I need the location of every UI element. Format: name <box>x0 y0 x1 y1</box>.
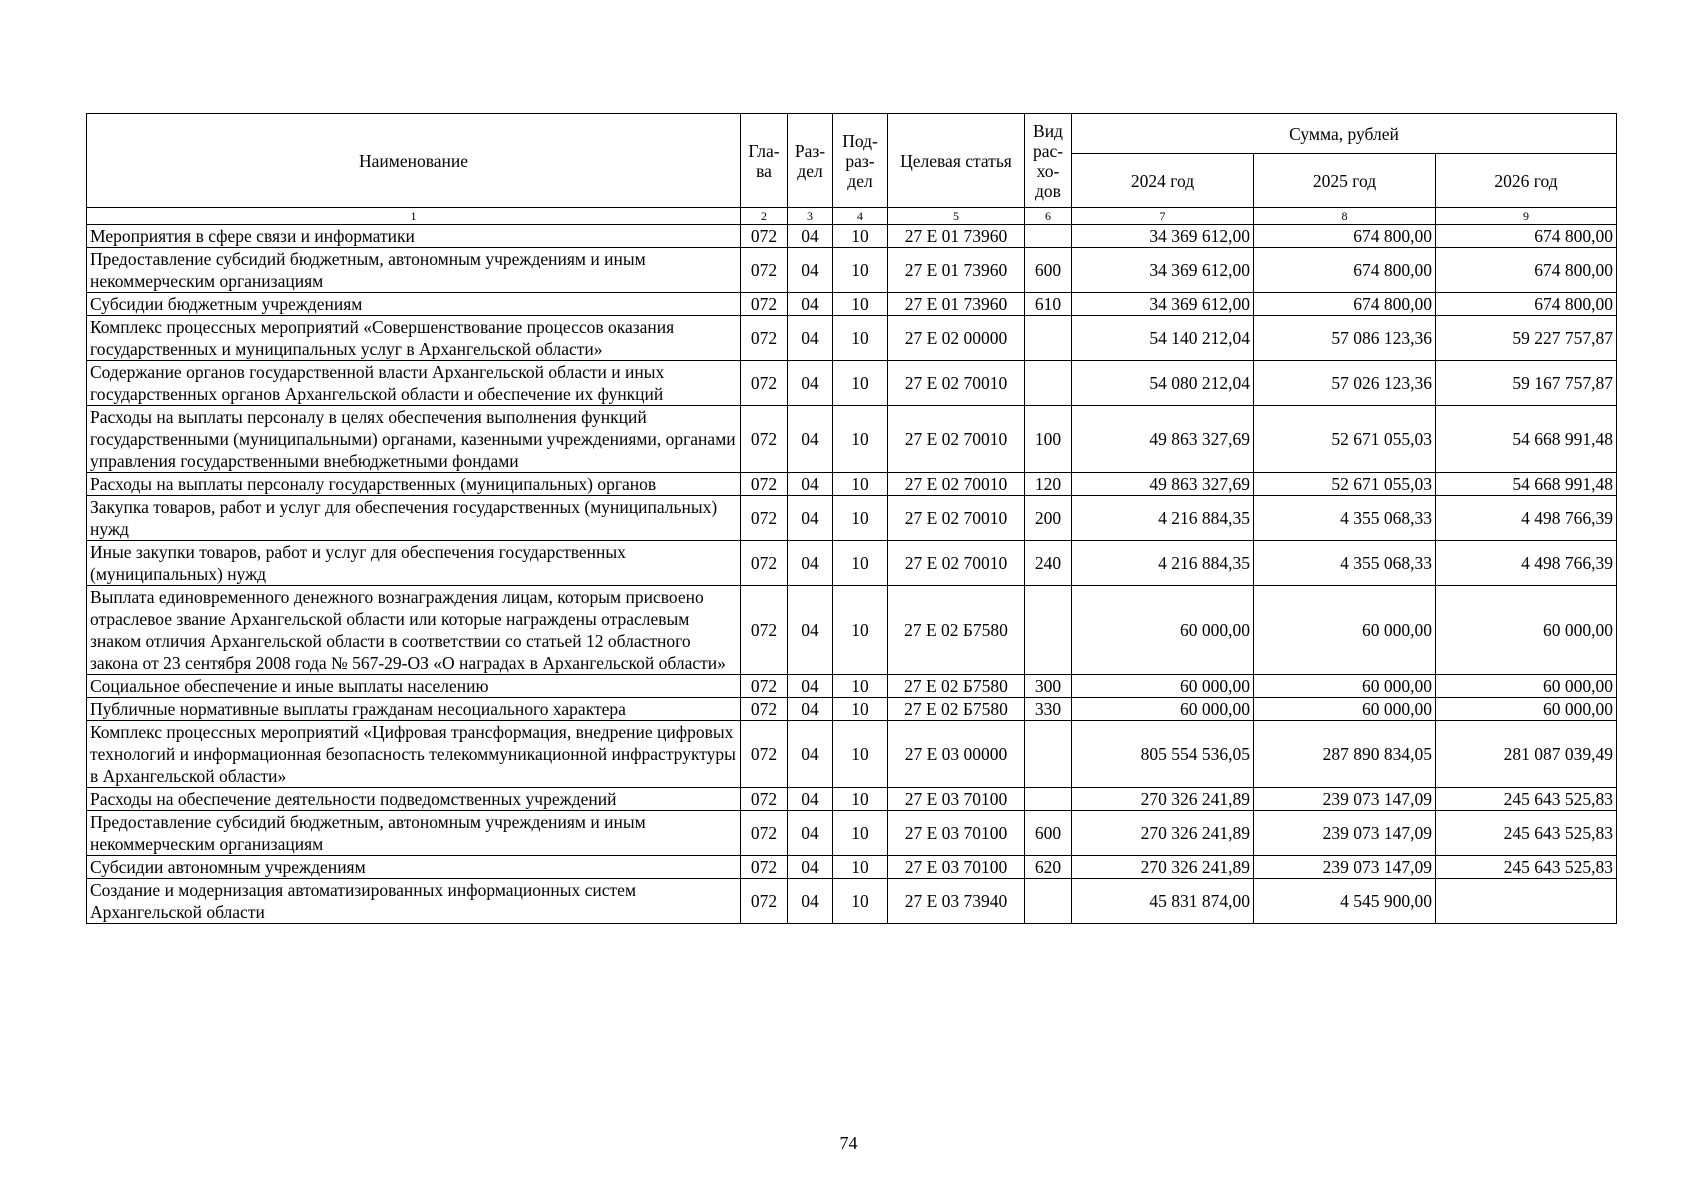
row-razdel: 04 <box>788 406 833 473</box>
row-podrazdel: 10 <box>833 496 888 541</box>
row-glava: 072 <box>741 316 788 361</box>
row-sum-2024: 60 000,00 <box>1072 698 1254 721</box>
row-vid-rashodov <box>1025 225 1072 248</box>
table-row <box>87 698 1617 721</box>
table-row <box>87 721 1617 788</box>
row-glava: 072 <box>741 698 788 721</box>
row-glava: 072 <box>741 473 788 496</box>
column-number: 9 <box>1436 208 1617 225</box>
row-razdel: 04 <box>788 248 833 293</box>
row-podrazdel: 10 <box>833 788 888 811</box>
row-celevaya-statya: 27 Е 02 70010 <box>888 361 1025 406</box>
row-vid-rashodov: 300 <box>1025 675 1072 698</box>
budget-table <box>86 113 1617 924</box>
row-glava: 072 <box>741 406 788 473</box>
column-number: 8 <box>1254 208 1436 225</box>
row-sum-2024: 60 000,00 <box>1072 586 1254 675</box>
row-sum-2025: 60 000,00 <box>1254 675 1436 698</box>
row-sum-2025: 57 086 123,36 <box>1254 316 1436 361</box>
column-number: 6 <box>1025 208 1072 225</box>
table-row <box>87 496 1617 541</box>
row-podrazdel: 10 <box>833 879 888 924</box>
row-vid-rashodov: 620 <box>1025 856 1072 879</box>
table-row <box>87 856 1617 879</box>
row-celevaya-statya: 27 Е 01 73960 <box>888 293 1025 316</box>
row-celevaya-statya: 27 Е 02 70010 <box>888 496 1025 541</box>
row-sum-2026: 4 498 766,39 <box>1436 496 1617 541</box>
row-sum-2024: 45 831 874,00 <box>1072 879 1254 924</box>
table-row <box>87 879 1617 924</box>
row-sum-2026: 60 000,00 <box>1436 698 1617 721</box>
row-sum-2025: 239 073 147,09 <box>1254 811 1436 856</box>
row-sum-2025: 4 355 068,33 <box>1254 496 1436 541</box>
row-sum-2026: 245 643 525,83 <box>1436 856 1617 879</box>
table-row <box>87 811 1617 856</box>
column-number: 4 <box>833 208 888 225</box>
row-vid-rashodov: 600 <box>1025 811 1072 856</box>
header-glava: Гла-ва <box>741 114 788 208</box>
row-name: Закупка товаров, работ и услуг для обеспечения государственных (муниципальных) нужд <box>87 496 741 541</box>
row-podrazdel: 10 <box>833 406 888 473</box>
row-sum-2026: 4 498 766,39 <box>1436 541 1617 586</box>
row-sum-2025: 287 890 834,05 <box>1254 721 1436 788</box>
row-vid-rashodov <box>1025 586 1072 675</box>
row-name: Мероприятия в сфере связи и информатики <box>87 225 741 248</box>
row-sum-2025: 674 800,00 <box>1254 248 1436 293</box>
table-row <box>87 225 1617 248</box>
table-row <box>87 293 1617 316</box>
row-celevaya-statya: 27 Е 03 70100 <box>888 788 1025 811</box>
row-vid-rashodov: 600 <box>1025 248 1072 293</box>
table-row <box>87 473 1617 496</box>
row-sum-2025: 4 355 068,33 <box>1254 541 1436 586</box>
row-glava: 072 <box>741 788 788 811</box>
row-sum-2025: 4 545 900,00 <box>1254 879 1436 924</box>
column-number: 5 <box>888 208 1025 225</box>
column-number: 1 <box>87 208 741 225</box>
row-razdel: 04 <box>788 496 833 541</box>
row-podrazdel: 10 <box>833 698 888 721</box>
header-razdel: Раз-дел <box>788 114 833 208</box>
row-name: Предоставление субсидий бюджетным, автономным учреждениям и иным некоммерческим организациям <box>87 811 741 856</box>
row-sum-2024: 34 369 612,00 <box>1072 293 1254 316</box>
row-sum-2024: 54 080 212,04 <box>1072 361 1254 406</box>
row-sum-2024: 54 140 212,04 <box>1072 316 1254 361</box>
table-row <box>87 675 1617 698</box>
row-sum-2025: 52 671 055,03 <box>1254 473 1436 496</box>
row-razdel: 04 <box>788 721 833 788</box>
column-number: 2 <box>741 208 788 225</box>
row-celevaya-statya: 27 Е 01 73960 <box>888 248 1025 293</box>
row-razdel: 04 <box>788 698 833 721</box>
row-name: Предоставление субсидий бюджетным, автономным учреждениям и иным некоммерческим организациям <box>87 248 741 293</box>
row-celevaya-statya: 27 Е 02 00000 <box>888 316 1025 361</box>
row-sum-2026: 674 800,00 <box>1436 225 1617 248</box>
row-name: Субсидии бюджетным учреждениям <box>87 293 741 316</box>
row-razdel: 04 <box>788 675 833 698</box>
row-celevaya-statya: 27 Е 02 70010 <box>888 406 1025 473</box>
row-razdel: 04 <box>788 586 833 675</box>
row-sum-2026: 59 227 757,87 <box>1436 316 1617 361</box>
row-vid-rashodov: 240 <box>1025 541 1072 586</box>
row-sum-2024: 49 863 327,69 <box>1072 473 1254 496</box>
header-year-2024: 2024 год <box>1072 154 1254 208</box>
row-razdel: 04 <box>788 541 833 586</box>
header-name: Наименование <box>87 114 741 208</box>
row-celevaya-statya: 27 Е 02 Б7580 <box>888 698 1025 721</box>
row-glava: 072 <box>741 293 788 316</box>
table-row <box>87 788 1617 811</box>
row-podrazdel: 10 <box>833 293 888 316</box>
column-number: 3 <box>788 208 833 225</box>
row-razdel: 04 <box>788 856 833 879</box>
row-celevaya-statya: 27 Е 03 70100 <box>888 856 1025 879</box>
row-sum-2025: 57 026 123,36 <box>1254 361 1436 406</box>
header-row-1 <box>87 114 1617 154</box>
table-row <box>87 541 1617 586</box>
row-vid-rashodov: 100 <box>1025 406 1072 473</box>
table-row <box>87 406 1617 473</box>
row-sum-2026: 60 000,00 <box>1436 675 1617 698</box>
row-name: Расходы на выплаты персоналу в целях обеспечения выполнения функций государственными (муниципальными) органами, казенными учреждениями, органами управления государственными внебюджетными фондами <box>87 406 741 473</box>
row-celevaya-statya: 27 Е 02 70010 <box>888 473 1025 496</box>
row-razdel: 04 <box>788 788 833 811</box>
table-row <box>87 586 1617 675</box>
row-sum-2024: 4 216 884,35 <box>1072 496 1254 541</box>
row-sum-2025: 239 073 147,09 <box>1254 856 1436 879</box>
header-summa: Сумма, рублей <box>1072 114 1617 154</box>
row-sum-2026: 674 800,00 <box>1436 248 1617 293</box>
header-vid-rashodov: Вид рас-хо-дов <box>1025 114 1072 208</box>
row-celevaya-statya: 27 Е 01 73960 <box>888 225 1025 248</box>
row-glava: 072 <box>741 586 788 675</box>
row-glava: 072 <box>741 541 788 586</box>
row-sum-2024: 805 554 536,05 <box>1072 721 1254 788</box>
row-razdel: 04 <box>788 361 833 406</box>
row-celevaya-statya: 27 Е 02 Б7580 <box>888 586 1025 675</box>
row-sum-2026: 60 000,00 <box>1436 586 1617 675</box>
row-sum-2024: 270 326 241,89 <box>1072 856 1254 879</box>
row-name: Содержание органов государственной власти Архангельской области и иных государственных органов Архангельской области и обеспечение их функций <box>87 361 741 406</box>
row-sum-2024: 4 216 884,35 <box>1072 541 1254 586</box>
row-name: Создание и модернизация автоматизированных информационных систем Архангельской области <box>87 879 741 924</box>
row-sum-2025: 674 800,00 <box>1254 293 1436 316</box>
row-vid-rashodov <box>1025 879 1072 924</box>
row-celevaya-statya: 27 Е 03 00000 <box>888 721 1025 788</box>
row-sum-2025: 60 000,00 <box>1254 586 1436 675</box>
row-name: Публичные нормативные выплаты гражданам несоциального характера <box>87 698 741 721</box>
table-body <box>87 225 1617 924</box>
header-year-2025: 2025 год <box>1254 154 1436 208</box>
row-sum-2025: 52 671 055,03 <box>1254 406 1436 473</box>
row-sum-2026: 245 643 525,83 <box>1436 788 1617 811</box>
row-sum-2026: 674 800,00 <box>1436 293 1617 316</box>
column-number: 7 <box>1072 208 1254 225</box>
row-vid-rashodov: 120 <box>1025 473 1072 496</box>
row-podrazdel: 10 <box>833 856 888 879</box>
row-vid-rashodov <box>1025 721 1072 788</box>
row-name: Расходы на обеспечение деятельности подведомственных учреждений <box>87 788 741 811</box>
row-podrazdel: 10 <box>833 361 888 406</box>
page-number: 74 <box>839 1133 858 1153</box>
row-celevaya-statya: 27 Е 03 70100 <box>888 811 1025 856</box>
row-glava: 072 <box>741 879 788 924</box>
row-celevaya-statya: 27 Е 02 Б7580 <box>888 675 1025 698</box>
row-podrazdel: 10 <box>833 586 888 675</box>
row-sum-2026: 54 668 991,48 <box>1436 406 1617 473</box>
table-row <box>87 248 1617 293</box>
row-razdel: 04 <box>788 225 833 248</box>
row-sum-2024: 270 326 241,89 <box>1072 788 1254 811</box>
row-name: Социальное обеспечение и иные выплаты населению <box>87 675 741 698</box>
row-name: Субсидии автономным учреждениям <box>87 856 741 879</box>
row-name: Комплекс процессных мероприятий «Совершенствование процессов оказания государственных и муниципальных услуг в Архангельской области» <box>87 316 741 361</box>
row-sum-2026: 281 087 039,49 <box>1436 721 1617 788</box>
table-row <box>87 361 1617 406</box>
row-sum-2025: 674 800,00 <box>1254 225 1436 248</box>
row-podrazdel: 10 <box>833 811 888 856</box>
row-glava: 072 <box>741 225 788 248</box>
row-podrazdel: 10 <box>833 675 888 698</box>
row-glava: 072 <box>741 811 788 856</box>
row-glava: 072 <box>741 721 788 788</box>
header-year-2026: 2026 год <box>1436 154 1617 208</box>
row-name: Иные закупки товаров, работ и услуг для обеспечения государственных (муниципальных) нужд <box>87 541 741 586</box>
row-vid-rashodov: 200 <box>1025 496 1072 541</box>
row-sum-2026: 54 668 991,48 <box>1436 473 1617 496</box>
row-sum-2024: 34 369 612,00 <box>1072 248 1254 293</box>
row-vid-rashodov <box>1025 788 1072 811</box>
row-glava: 072 <box>741 675 788 698</box>
row-sum-2024: 270 326 241,89 <box>1072 811 1254 856</box>
row-glava: 072 <box>741 361 788 406</box>
row-sum-2024: 60 000,00 <box>1072 675 1254 698</box>
row-glava: 072 <box>741 856 788 879</box>
row-celevaya-statya: 27 Е 03 73940 <box>888 879 1025 924</box>
header-podrazdel: Под-раз-дел <box>833 114 888 208</box>
row-podrazdel: 10 <box>833 248 888 293</box>
row-glava: 072 <box>741 496 788 541</box>
row-vid-rashodov <box>1025 316 1072 361</box>
row-vid-rashodov: 330 <box>1025 698 1072 721</box>
table-row <box>87 316 1617 361</box>
row-sum-2024: 34 369 612,00 <box>1072 225 1254 248</box>
row-podrazdel: 10 <box>833 316 888 361</box>
column-number-row <box>87 208 1617 225</box>
row-glava: 072 <box>741 248 788 293</box>
row-vid-rashodov: 610 <box>1025 293 1072 316</box>
row-razdel: 04 <box>788 473 833 496</box>
row-name: Комплекс процессных мероприятий «Цифровая трансформация, внедрение цифровых технологий и информационная безопасность телекоммуникационной инфраструктуры в Архангельской области» <box>87 721 741 788</box>
row-sum-2026 <box>1436 879 1617 924</box>
header-celevaya-statya: Целевая статья <box>888 114 1025 208</box>
row-sum-2024: 49 863 327,69 <box>1072 406 1254 473</box>
row-name: Выплата единовременного денежного вознаграждения лицам, которым присвоено отраслевое звание Архангельской области или которые награждены отраслевым знаком отличия Архангельской области в соответствии со статьей 12 областного закона от 23 сентября 2008 года № 567-29-ОЗ «О наградах в Архангельской области» <box>87 586 741 675</box>
row-celevaya-statya: 27 Е 02 70010 <box>888 541 1025 586</box>
row-sum-2025: 239 073 147,09 <box>1254 788 1436 811</box>
row-podrazdel: 10 <box>833 473 888 496</box>
row-sum-2025: 60 000,00 <box>1254 698 1436 721</box>
row-razdel: 04 <box>788 879 833 924</box>
row-sum-2026: 59 167 757,87 <box>1436 361 1617 406</box>
row-podrazdel: 10 <box>833 225 888 248</box>
row-razdel: 04 <box>788 293 833 316</box>
row-podrazdel: 10 <box>833 721 888 788</box>
budget-table-page <box>86 113 1616 924</box>
row-name: Расходы на выплаты персоналу государственных (муниципальных) органов <box>87 473 741 496</box>
row-sum-2026: 245 643 525,83 <box>1436 811 1617 856</box>
row-razdel: 04 <box>788 811 833 856</box>
row-vid-rashodov <box>1025 361 1072 406</box>
row-razdel: 04 <box>788 316 833 361</box>
row-podrazdel: 10 <box>833 541 888 586</box>
